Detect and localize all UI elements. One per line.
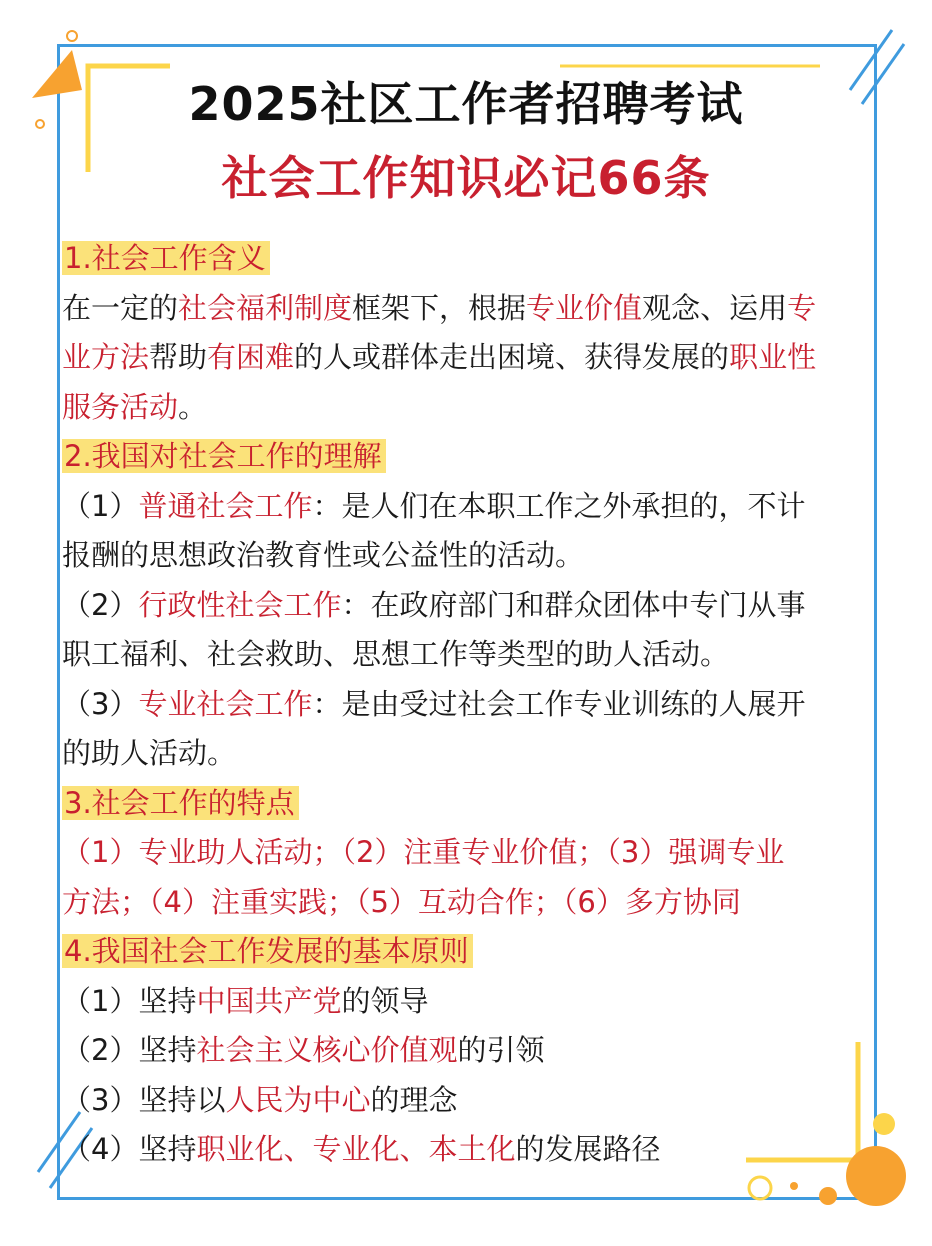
text-segment: 报酬的思想政治教育性或公益性的活动。 (62, 538, 585, 572)
text-line (62, 581, 870, 631)
key-term: 方法；（4）注重实践；（5）互动合作；（6）多方协同 (62, 884, 741, 919)
text-line (62, 284, 870, 334)
text-segment: 观念、运用 (642, 290, 788, 325)
text-segment: 的引领 (457, 1033, 545, 1067)
text-segment: ：在政府部门和群众团体中专门从事 (341, 587, 806, 622)
section-heading (62, 927, 870, 977)
text-segment: 的助人活动。 (62, 736, 237, 770)
text-segment: （3）坚持以 (62, 1082, 226, 1117)
orange-dot (790, 1182, 798, 1190)
key-term: 专 (787, 290, 817, 325)
text-line (62, 482, 870, 532)
text-line (62, 531, 870, 581)
text-segment: （3） (62, 686, 139, 721)
section-heading (62, 779, 870, 829)
text-segment: （4）坚持 (62, 1132, 197, 1166)
text-segment: 在一定的 (62, 290, 179, 325)
section-heading (62, 234, 870, 284)
key-term: （1）专业助人活动；（2）注重专业价值；（3）强调专业 (62, 835, 785, 869)
text-line (62, 333, 870, 383)
key-term: 人民为中心 (225, 1082, 371, 1117)
text-segment: （2）坚持 (62, 1033, 197, 1067)
key-term: 社会福利制度 (178, 290, 353, 325)
text-line (62, 977, 870, 1027)
key-term: 职业化、专业化、本土化 (196, 1132, 516, 1166)
key-term: 普通社会工作 (138, 488, 313, 523)
text-line (62, 630, 870, 680)
text-segment: ：是由受过社会工作专业训练的人展开 (312, 686, 806, 721)
key-term: 社会主义核心价值观 (196, 1033, 458, 1067)
notes-content (62, 234, 870, 1175)
page-subtitle: 社会工作知识必记66条 (221, 151, 711, 205)
text-segment: （1）坚持 (62, 983, 197, 1018)
key-term: 中国共产党 (196, 983, 342, 1018)
text-line (62, 383, 870, 433)
section-heading-text: 3.社会工作的特点 (62, 786, 299, 820)
section-heading (62, 432, 870, 482)
text-segment: 职工福利、社会救助、思想工作等类型的助人活动。 (62, 637, 730, 671)
text-line (62, 729, 870, 779)
text-line (62, 1076, 870, 1126)
key-term: 行政性社会工作 (138, 587, 342, 622)
section-heading-text: 1.社会工作含义 (62, 241, 270, 275)
section-heading-text: 4.我国社会工作发展的基本原则 (62, 934, 473, 968)
key-term: 专业价值 (526, 290, 643, 325)
yellow-circle (873, 1113, 895, 1135)
text-line (62, 878, 870, 928)
text-segment: 帮助 (149, 340, 208, 374)
yellow-ring (749, 1177, 771, 1199)
key-term: 职业性 (729, 340, 817, 374)
small-circle-decoration (67, 31, 77, 41)
text-line (62, 680, 870, 730)
text-segment: 框架下，根据 (352, 290, 527, 325)
text-line (62, 1026, 870, 1076)
orange-circle-small (819, 1187, 837, 1205)
key-term: 服务活动 (62, 389, 179, 424)
key-term: 业方法 (62, 340, 150, 374)
text-line (62, 1125, 870, 1175)
text-segment: 的人或群体走出困境、获得发展的 (294, 340, 730, 374)
text-segment: 的发展路径 (515, 1132, 661, 1166)
text-line (62, 828, 870, 878)
text-segment: 。 (178, 389, 208, 424)
page-title: 2025社区工作者招聘考试 (188, 77, 744, 131)
text-segment: ：是人们在本职工作之外承担的，不计 (312, 488, 806, 523)
text-segment: （1） (62, 488, 139, 523)
key-term: 专业社会工作 (138, 686, 313, 721)
section-heading-text: 2.我国对社会工作的理解 (62, 439, 386, 473)
text-segment: （2） (62, 587, 139, 622)
text-segment: 的领导 (341, 983, 429, 1018)
key-term: 有困难 (207, 340, 295, 374)
text-segment: 的理念 (370, 1082, 458, 1117)
